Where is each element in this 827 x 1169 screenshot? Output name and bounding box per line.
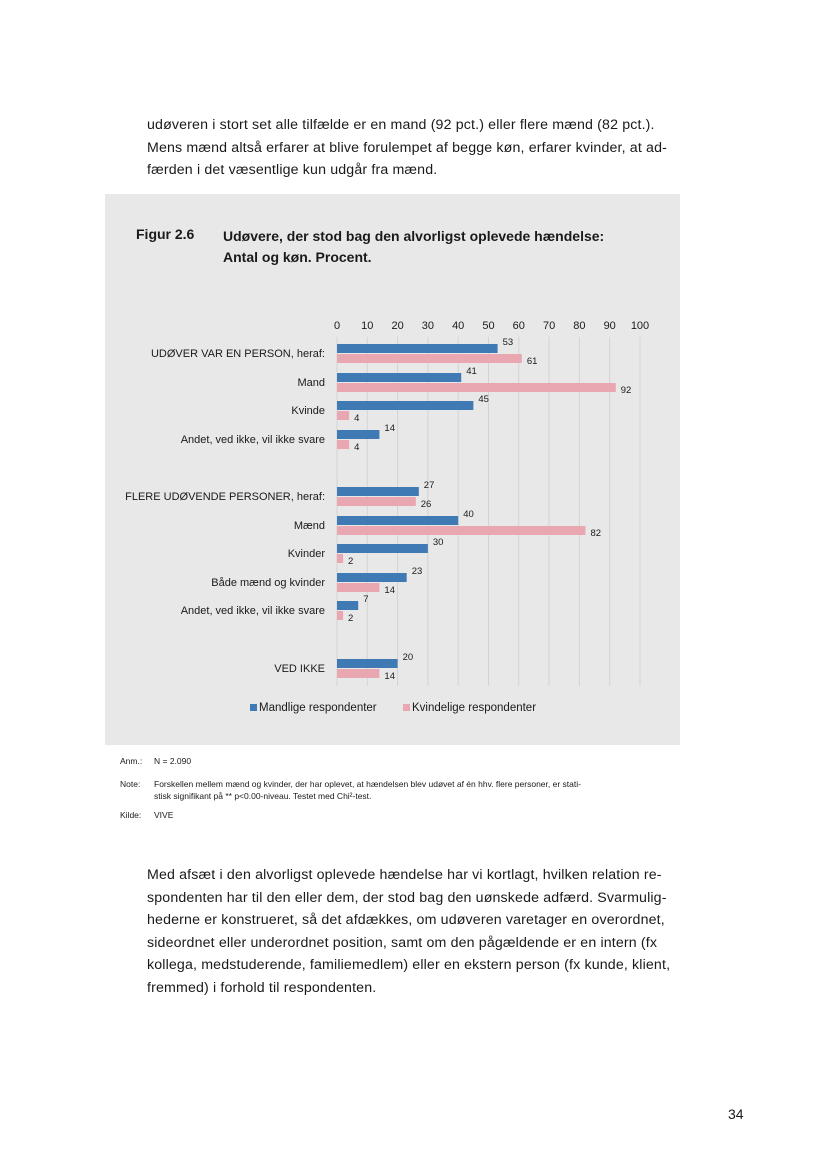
body-line: sideordnet eller underordnet position, samt om den pågældende er en intern (fx: [147, 934, 658, 951]
category-label: Andet, ved ikke, vil ikke svare: [180, 434, 325, 446]
category-label: FLERE UDØVENDE PERSONER, heraf:: [125, 491, 325, 503]
intro-line: udøveren i stort set alle tilfælde er en mand (92 pct.) eller flere mænd (82 pct.).: [147, 117, 655, 133]
x-tick-label: 60: [512, 320, 525, 332]
body-line: fremmed) i forhold til respondenten.: [147, 979, 377, 996]
body-paragraph: [147, 864, 699, 999]
data-label: 45: [478, 394, 489, 405]
bar-kvindelige: [337, 583, 379, 592]
data-label: 7: [363, 594, 369, 605]
bar-mandlige: [337, 601, 358, 610]
x-tick-label: 0: [333, 320, 341, 332]
legend-swatch-kvindelige: [403, 704, 410, 711]
data-label: 40: [463, 509, 474, 520]
bar-chart: [105, 194, 680, 745]
note-value: [154, 755, 674, 767]
data-label: 14: [384, 671, 395, 682]
bar-mandlige: [337, 516, 458, 525]
bar-kvindelige: [337, 497, 416, 506]
note-key: Note:: [120, 779, 141, 789]
bar-kvindelige: [337, 440, 349, 449]
bar-mandlige: [337, 573, 407, 582]
bar-kvindelige: [337, 526, 585, 535]
x-tick-label: 20: [391, 320, 404, 332]
x-tick-label: 50: [482, 320, 495, 332]
category-label: Både mænd og kvinder: [211, 577, 325, 589]
note-key: Kilde:: [120, 810, 142, 820]
bar-mandlige: [337, 373, 461, 382]
bar-mandlige: [337, 344, 498, 353]
data-label: 2: [348, 613, 354, 624]
data-label: 20: [402, 652, 414, 663]
intro-line: Mens mænd altså erfarer at blive forulempet af begge køn, erfarer kvinder, at ad-: [147, 139, 667, 156]
figure-title-line: Udøvere, der stod bag den alvorligst oplevede hændelse:: [223, 228, 605, 244]
x-tick-label: 30: [421, 320, 435, 332]
note-line: VIVE: [154, 810, 174, 820]
category-label: VED IKKE: [274, 663, 325, 675]
figure-title-line: Antal og køn. Procent.: [223, 249, 372, 265]
category-label: Mand: [297, 377, 325, 389]
bar-kvindelige: [337, 611, 343, 620]
intro-line: færden i det væsentlige kun udgår fra mænd.: [147, 162, 438, 178]
note-value: [154, 809, 674, 821]
note-line: N = 2.090: [154, 756, 192, 766]
x-tick-label: 90: [603, 320, 616, 332]
x-tick-label: 70: [542, 320, 556, 332]
data-label: 14: [384, 585, 395, 596]
category-label: Mænd: [293, 520, 325, 532]
intro-paragraph: [147, 114, 699, 182]
body-line: kollega, medstuderende, familiemedlem) eller en ekstern person (fx kunde, klient,: [147, 957, 671, 973]
figure-label: Figur 2.6: [136, 226, 195, 242]
legend-label-kvindelige: Kvindelige respondenter: [412, 702, 537, 714]
bar-mandlige: [337, 544, 428, 553]
data-label: 82: [590, 528, 602, 539]
data-label: 92: [620, 385, 632, 396]
bar-mandlige: [337, 659, 398, 668]
legend-label-mandlige: Mandlige respondenter: [259, 702, 377, 714]
data-label: 61: [526, 356, 538, 367]
body-line: Med afsæt i den alvorligst oplevede hændelse har vi kortlagt, hvilken relation re-: [147, 867, 662, 883]
category-label: Kvinde: [291, 405, 325, 417]
data-label: 41: [466, 366, 477, 377]
bar-kvindelige: [337, 554, 343, 563]
x-tick-label: 40: [452, 320, 465, 332]
x-tick-label: 100: [630, 320, 650, 332]
data-label: 23: [411, 566, 423, 577]
data-label: 30: [432, 537, 444, 548]
bar-kvindelige: [337, 669, 379, 678]
data-label: 4: [354, 413, 360, 424]
x-tick-label: 10: [361, 320, 374, 332]
data-label: 27: [423, 480, 435, 491]
note-line: stisk signifikant på ** p<0.00-niveau. Testet med Chi²-test.: [154, 791, 372, 801]
body-line: hederne er konstrueret, så det afdækkes, om udøveren varetager en overordnet,: [147, 912, 665, 928]
data-label: 26: [420, 499, 432, 510]
bar-kvindelige: [337, 383, 616, 392]
page-number: 34: [728, 1106, 744, 1122]
bar-kvindelige: [337, 411, 349, 420]
data-label: 2: [348, 556, 354, 567]
category-label: UDØVER VAR EN PERSON, heraf:: [150, 348, 325, 360]
data-label: 53: [502, 337, 514, 348]
bar-mandlige: [337, 487, 419, 496]
x-tick-label: 80: [573, 320, 586, 332]
bar-mandlige: [337, 401, 473, 410]
data-label: 14: [384, 423, 395, 434]
body-line: spondenten har til den eller dem, der stod bag den uønskede adfærd. Svarmulig-: [147, 889, 667, 906]
data-label: 4: [354, 442, 360, 453]
note-key: Anm.:: [120, 756, 143, 766]
legend-swatch-mandlige: [250, 704, 257, 711]
bar-mandlige: [337, 430, 379, 439]
note-line: Forskellen mellem mænd og kvinder, der har oplevet, at hændelsen blev udøvet af én hhv. flere personer, er stati-: [154, 779, 581, 789]
note-value: [154, 778, 674, 802]
category-label: Andet, ved ikke, vil ikke svare: [180, 605, 325, 617]
bar-kvindelige: [337, 354, 522, 363]
category-label: Kvinder: [287, 548, 325, 560]
